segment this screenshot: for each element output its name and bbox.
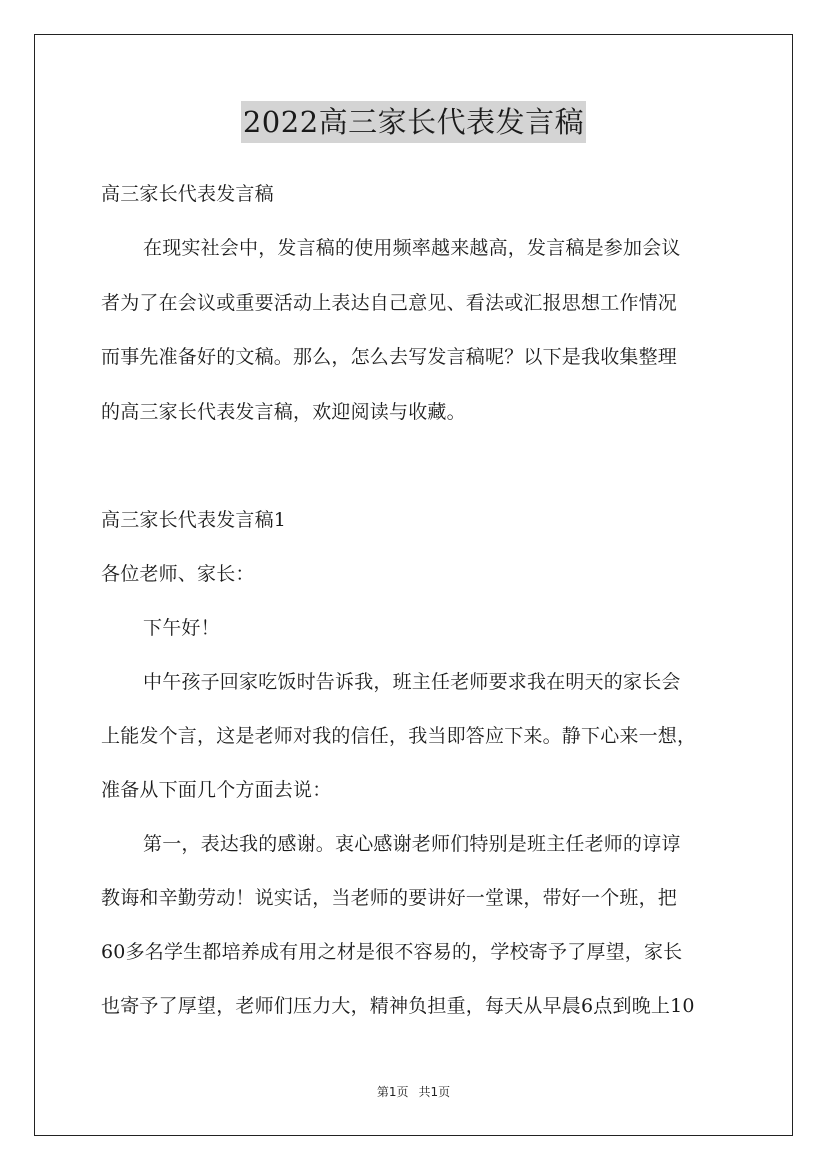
body-line-3: 准备从下面几个方面去说：	[101, 779, 332, 801]
body-line-5: 教诲和辛勤劳动！说实话，当老师的要讲好一堂课，带好一个班，把	[101, 887, 678, 909]
page-total: 共1页	[418, 1085, 451, 1099]
page-footer	[0, 1083, 827, 1100]
body-line-7: 也寄予了厚望，老师们压力大，精神负担重，每天从早晨6点到晚上10	[101, 995, 695, 1017]
section-heading: 高三家长代表发言稿1	[101, 509, 287, 531]
body-line-1: 中午孩子回家吃饭时告诉我，班主任老师要求我在明天的家长会	[143, 671, 681, 693]
intro-line-1: 在现实社会中，发言稿的使用频率越来越高，发言稿是参加会议	[143, 237, 681, 259]
intro-line-4: 的高三家长代表发言稿，欢迎阅读与收藏。	[101, 401, 466, 423]
salutation: 各位老师、家长：	[101, 563, 255, 585]
greeting: 下午好！	[143, 617, 220, 639]
body-line-2: 上能发个言，这是老师对我的信任，我当即答应下来。静下心来一想，	[101, 725, 697, 747]
page-number: 第1页	[376, 1085, 409, 1099]
intro-line-2: 者为了在会议或重要活动上表达自己意见、看法或汇报思想工作情况	[101, 292, 678, 314]
body-line-6: 60多名学生都培养成有用之材是很不容易的，学校寄予了厚望，家长	[101, 941, 683, 963]
document-title: 2022高三家长代表发言稿	[241, 101, 586, 143]
title-container	[0, 101, 827, 143]
subtitle: 高三家长代表发言稿	[101, 183, 274, 205]
body-line-4: 第一，表达我的感谢。衷心感谢老师们特别是班主任老师的谆谆	[143, 833, 681, 855]
intro-line-3: 而事先准备好的文稿。那么，怎么去写发言稿呢？以下是我收集整理	[101, 346, 678, 368]
